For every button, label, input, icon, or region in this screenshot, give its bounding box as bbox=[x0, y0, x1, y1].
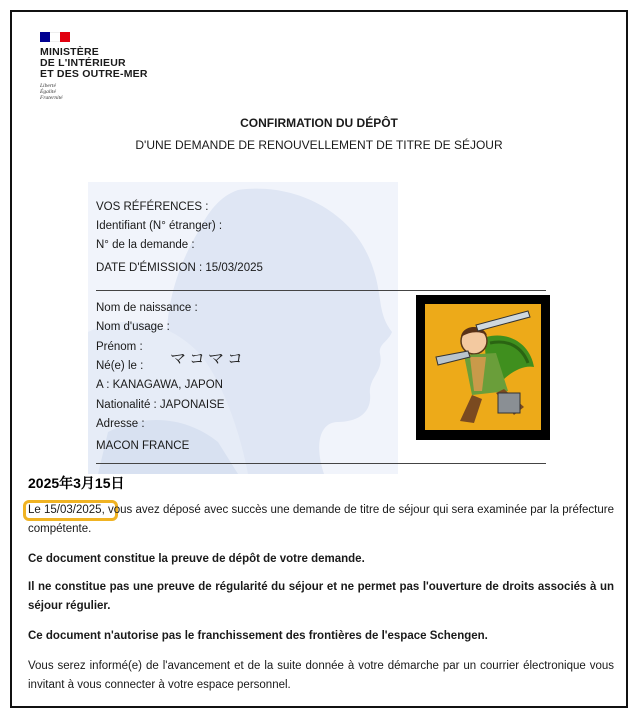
prenom-label: Prénom : bbox=[96, 341, 143, 353]
paragraph-preuve: Ce document constitue la preuve de dépôt de votre demande. bbox=[28, 553, 365, 565]
document-subtitle: D'UNE DEMANDE DE RENOUVELLEMENT DE TITRE DE SÉJOUR bbox=[135, 138, 503, 152]
numero-demande-label: N° de la demande : bbox=[96, 239, 195, 251]
references-heading: VOS RÉFÉRENCES : bbox=[96, 201, 209, 213]
date-naissance-label: Né(e) le : bbox=[96, 360, 144, 372]
paragraph-regularite: Il ne constitue pas une preuve de régularité du séjour et ne permet pas l'ouverture de droits associés à un séjour régulier. bbox=[28, 581, 614, 612]
republic-motto bbox=[40, 83, 148, 101]
identifiant-label: Identifiant (N° étranger) : bbox=[96, 220, 223, 232]
adresse-ville: MACON FRANCE bbox=[96, 440, 190, 452]
katakana-name-overlay: マコマコ bbox=[170, 351, 247, 368]
lieu-naissance: A : KANAGAWA, JAPON bbox=[96, 379, 223, 391]
paragraph-depot bbox=[28, 501, 614, 539]
ministry-logo bbox=[40, 32, 148, 101]
nom-naissance-label: Nom de naissance : bbox=[96, 302, 198, 314]
motto-line: Liberté bbox=[40, 83, 56, 89]
paragraph-schengen: Ce document n'autorise pas le franchissement des frontières de l'espace Schengen. bbox=[28, 630, 488, 642]
paragraph-information: Vous serez informé(e) de l'avancement et de la suite donnée à votre démarche par un courrier électronique vous invitant à vous connecter à votre espace personnel. bbox=[28, 660, 614, 691]
motto-line: Fraternité bbox=[40, 95, 63, 101]
document-title: CONFIRMATION DU DÉPÔT bbox=[240, 116, 398, 130]
depot-text: vous avez déposé avec succès une demande de titre de séjour qui sera examinée par la préfecture compétente. bbox=[28, 504, 614, 535]
ministry-name bbox=[40, 47, 148, 80]
annotation-date-jp: 2025年3月15日 bbox=[28, 475, 125, 491]
french-flag-icon bbox=[40, 32, 70, 42]
depot-date: Le 15/03/2025, bbox=[28, 504, 105, 516]
ministry-line: ET DES OUTRE-MER bbox=[40, 68, 148, 80]
ministry-line: MINISTÈRE bbox=[40, 46, 99, 58]
document-frame bbox=[10, 10, 628, 708]
nationalite: Nationalité : JAPONAISE bbox=[96, 399, 225, 411]
section-divider bbox=[96, 463, 546, 464]
adresse-label: Adresse : bbox=[96, 418, 145, 430]
nom-usage-label: Nom d'usage : bbox=[96, 321, 170, 333]
date-emission: DATE D'ÉMISSION : 15/03/2025 bbox=[96, 262, 263, 274]
section-divider bbox=[96, 290, 546, 291]
cartoon-portrait-icon bbox=[416, 295, 550, 440]
ministry-line: DE L'INTÉRIEUR bbox=[40, 57, 126, 69]
motto-line: Égalité bbox=[40, 89, 56, 95]
id-photo bbox=[416, 295, 550, 440]
